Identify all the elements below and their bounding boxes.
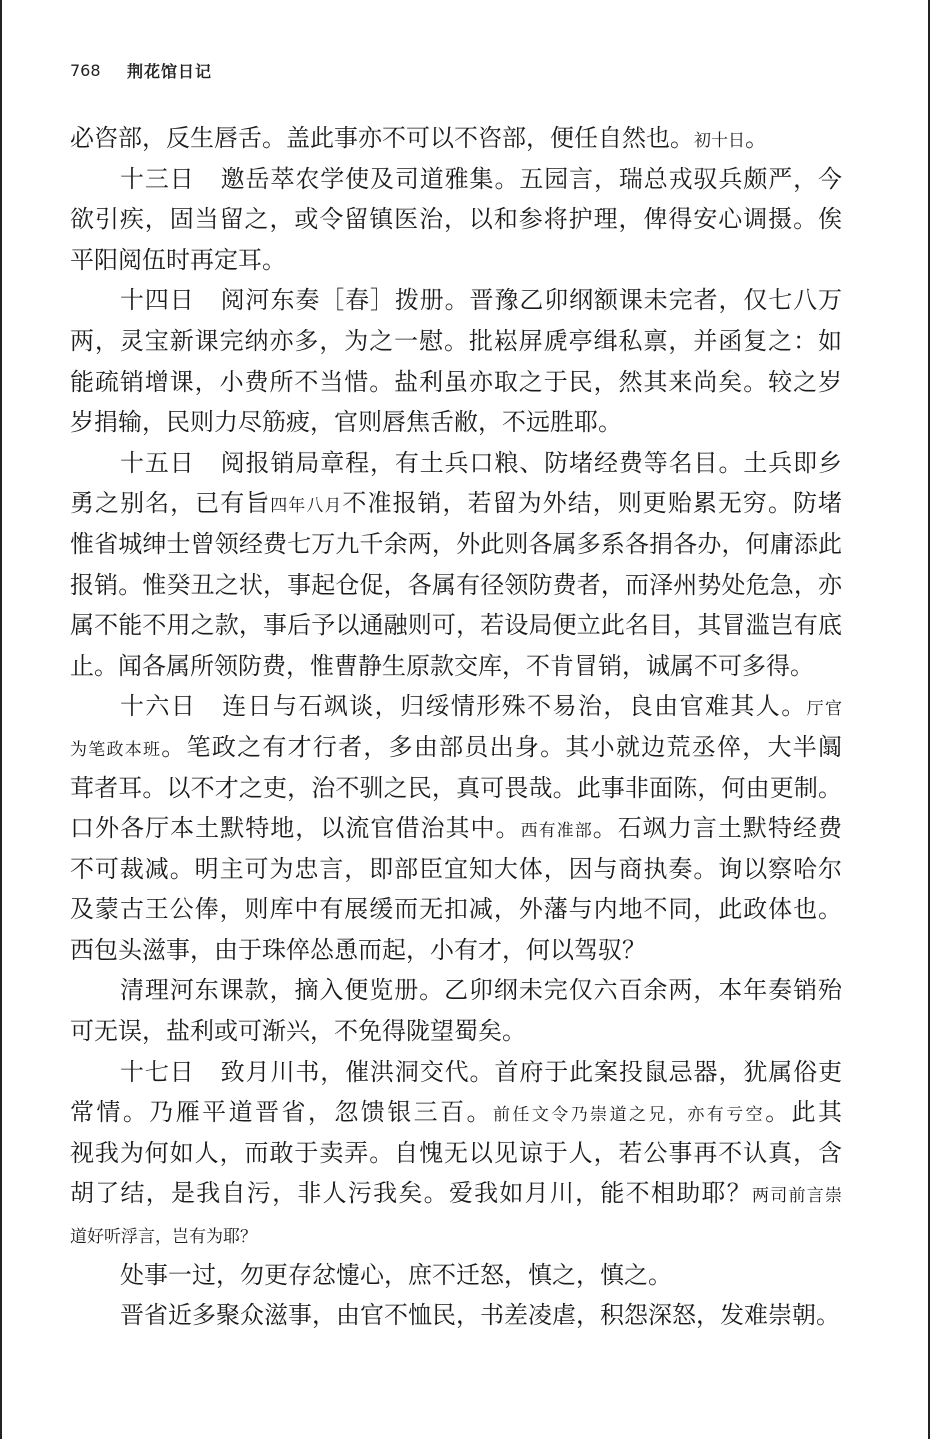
body-text: 。 xyxy=(745,124,769,152)
text-line xyxy=(70,1052,842,1093)
text-line xyxy=(70,1011,842,1052)
text-line xyxy=(70,240,842,281)
entry-date: 十四日 xyxy=(120,286,195,315)
body-text: 致月川书，催洪洞交代。首府于此案投鼠忌器，犹属俗吏 xyxy=(220,1057,843,1086)
text-line xyxy=(70,1295,842,1336)
paragraph xyxy=(70,1255,842,1296)
entry-date: 十三日 xyxy=(120,164,195,193)
text-line xyxy=(70,118,842,159)
body-text: 惟省城绅士曾领经费七万九千余两，外此则各属多系各捐各办，何庸添此 xyxy=(70,529,842,558)
text-line xyxy=(70,1214,842,1255)
entry-date: 十六日 xyxy=(120,692,197,721)
text-line xyxy=(70,849,842,890)
text-line xyxy=(70,930,842,971)
body-text: 不准报销，若留为外结，则更贻累无穷。防堵 xyxy=(342,489,843,518)
text-line xyxy=(70,362,842,403)
body-text: 平阳阅伍时再定耳。 xyxy=(70,245,286,274)
body-text: 必咨部，反生唇舌。盖此事亦不可以不咨部，便任自然也。 xyxy=(70,124,694,152)
body-text: 邀岳萃农学使及司道雅集。五园言，瑞总戎驭兵颇严，今 xyxy=(220,164,843,193)
body-text: 口外各厅本土默特地，以流官借治其中。 xyxy=(70,814,521,843)
annotation-note: 厅官 xyxy=(806,699,843,720)
text-line xyxy=(70,970,842,1011)
paragraph xyxy=(70,970,842,1051)
body-text: 报销。惟癸丑之状，事起仓促，各属有径领防费者，而泽州势处危急，亦 xyxy=(70,570,842,599)
paragraph xyxy=(70,280,842,442)
body-text: 属不能不用之款，事后予以通融则可，若设局便立此名目，其冒滥岂有底 xyxy=(70,611,842,640)
body-text: 两，灵宝新课完纳亦多，为之一慰。批崧屏虒亭缉私禀，并函复之：如 xyxy=(70,326,842,355)
body-text: 及蒙古王公俸，则库中有展缓而无扣减，外藩与内地不同，此政体也。 xyxy=(70,895,842,924)
text-line xyxy=(70,1133,842,1174)
text-line xyxy=(70,605,842,646)
annotation-note: 初十日 xyxy=(694,131,745,151)
text-line xyxy=(70,321,842,362)
paragraph xyxy=(70,1295,842,1336)
text-line xyxy=(70,646,842,687)
body-text: 能疏销增课，小费所不当惜。盐利虽亦取之于民，然其来尚矣。较之岁 xyxy=(70,367,842,396)
paragraph xyxy=(70,686,842,970)
body-text: 岁捐输，民则力尽筋疲，官则唇焦舌敝，不远胜耶。 xyxy=(70,408,622,437)
text-line xyxy=(70,1255,842,1296)
body-text: 胡了结，是我自污，非人污我矣。爱我如月川，能不相助耶？ xyxy=(70,1179,752,1208)
paragraph xyxy=(70,443,842,687)
annotation-note: 前任文令乃崇道之兄，亦有亏空 xyxy=(493,1105,766,1126)
body-text: 视我为何如人，而敢于卖弄。自愧无以见谅于人，若公事再不认真，含 xyxy=(70,1138,842,1167)
text-line xyxy=(70,1173,842,1214)
paragraph xyxy=(70,118,842,159)
text-line xyxy=(70,565,842,606)
body-text: 处事一过，勿更存忿懥心，庶不迁怒，慎之，慎之。 xyxy=(120,1260,672,1289)
body-text: 止。闻各属所领防费，惟曹静生原款交库，不肯冒销，诚属不可多得。 xyxy=(70,651,814,680)
body-text: 勇之别名，已有旨 xyxy=(70,489,271,518)
body-text: 常情。乃雁平道晋省，忽馈银三百。 xyxy=(70,1098,493,1127)
text-line xyxy=(70,524,842,565)
body-text: 。笔政之有才行者，多由部员出身。其小就边荒丞倅，大半阘 xyxy=(161,732,843,761)
annotation-note: 为笔政本班 xyxy=(70,739,162,760)
annotation-note: 道好听浮言，岂有为耶？ xyxy=(70,1227,257,1248)
body-text: 连日与石飒谈，归绥情形殊不易治，良由官难其人。 xyxy=(222,692,807,721)
page-number: 768 xyxy=(70,60,101,80)
text-line xyxy=(70,889,842,930)
paragraph xyxy=(70,159,842,281)
text-line xyxy=(70,402,842,443)
text-line xyxy=(70,199,842,240)
body-text: 。此其 xyxy=(765,1098,842,1127)
body-text: 。石飒力言土默特经费 xyxy=(592,814,843,843)
annotation-note: 两司前言崇 xyxy=(751,1186,843,1207)
body-text: 阅河东奏［春］拨册。晋豫乙卯纲额课未完者，仅七八万 xyxy=(220,286,843,315)
body-text: 西包头滋事，由于珠倅怂恿而起，小有才，何以驾驭？ xyxy=(70,935,646,964)
annotation-note: 四年八月 xyxy=(270,496,343,517)
body-text: 可无误，盐利或可渐兴，不免得陇望蜀矣。 xyxy=(70,1017,526,1046)
text-line xyxy=(70,483,842,524)
body-text: 欲引疾，固当留之，或令留镇医治，以和参将护理，俾得安心调摄。俟 xyxy=(70,205,842,234)
text-line xyxy=(70,443,842,484)
text-line xyxy=(70,808,842,849)
text-line xyxy=(70,1092,842,1133)
entry-date: 十七日 xyxy=(120,1057,195,1086)
text-line xyxy=(70,686,842,727)
body-text: 不可裁减。明主可为忠言，即部臣宜知大体，因与商执奏。询以察哈尔 xyxy=(70,854,842,883)
body-text: 清理河东课款，摘入便览册。乙卯纲未完仅六百余两，本年奏销殆 xyxy=(120,976,842,1005)
body-text: 晋省近多聚众滋事，由官不恤民，书差凌虐，积怨深怒，发难崇朝。 xyxy=(120,1301,840,1330)
running-header xyxy=(70,58,212,82)
text-line xyxy=(70,159,842,200)
body-text: 茸者耳。以不才之吏，治不驯之民，真可畏哉。此事非面陈，何由更制。 xyxy=(70,773,842,802)
text-line xyxy=(70,727,842,768)
page-body xyxy=(70,118,842,1336)
entry-date: 十五日 xyxy=(120,448,195,477)
text-line xyxy=(70,768,842,809)
book-title: 荆花馆日记 xyxy=(127,61,213,81)
text-line xyxy=(70,280,842,321)
body-text: 阅报销局章程，有土兵口粮、防堵经费等名目。土兵即乡 xyxy=(220,448,843,477)
paragraph xyxy=(70,1052,842,1255)
annotation-note: 西有准部 xyxy=(520,821,593,842)
